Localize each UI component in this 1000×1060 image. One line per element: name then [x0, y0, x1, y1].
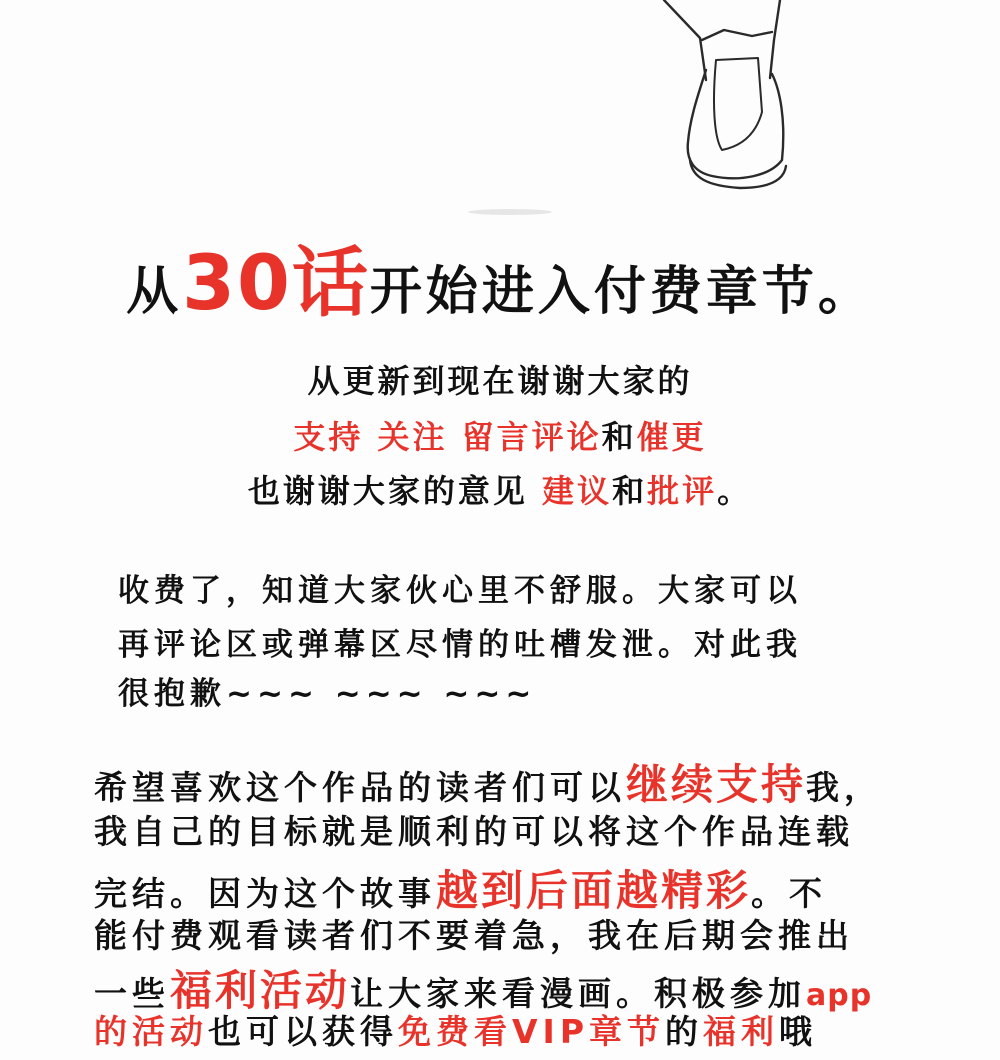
chapter-paywall-heading: [0, 222, 1000, 331]
heading-suffix: 开始进入付费章节。: [369, 262, 874, 322]
thanks-line-2-red-2: 催更: [636, 418, 707, 456]
hope-line-6-dark-1: 也可以获得: [208, 1012, 398, 1051]
hope-line-1: [94, 752, 1000, 812]
thanks-line-3-red-1: 建议: [542, 472, 613, 510]
thanks-line-3-red-2: 批评: [647, 472, 718, 510]
hope-line-4: 能付费观看读者们不要着急，我在后期会推出: [94, 916, 854, 955]
hope-line-3-dark-2: 。不: [751, 874, 828, 913]
hope-line-2: 我自己的目标就是顺利的可以将这个作品连载: [94, 812, 854, 851]
apology-line-2: 再评论区或弹幕区尽情的吐槽发泄。对此我: [118, 627, 802, 663]
hope-line-5-dark-1: 一些: [94, 974, 170, 1013]
thanks-line-3-dark-1: 也谢谢大家的意见: [247, 472, 543, 510]
hope-line-5-red-1: 福利活动: [170, 966, 351, 1015]
thanks-line-3-dark-2: 和: [612, 472, 648, 510]
thanks-line-1-text: 从更新到现在谢谢大家的: [307, 362, 693, 400]
hope-line-6-red-3: 福利: [703, 1012, 780, 1051]
hope-line-3-dark-1: 完结。因为这个故事: [94, 874, 436, 913]
hope-line-5-dark-2: 让大家来看漫画。积极参加: [350, 974, 807, 1013]
hope-line-3: [94, 858, 1000, 918]
apology-line-1: 收费了，知道大家伙心里不舒服。大家可以: [118, 573, 802, 609]
hope-line-6-red-1: 的活动: [94, 1012, 208, 1051]
heading-highlight: 30话: [182, 238, 370, 327]
hope-line-1-red-1: 继续支持: [626, 760, 807, 809]
heading-prefix: 从: [126, 262, 183, 322]
thanks-line-2-dark-1: 和: [601, 418, 637, 456]
hope-line-6-red-2: 免费看VIP章节: [398, 1012, 666, 1051]
hope-line-1-dark-2: 我，: [806, 768, 883, 807]
hope-line-3-red-1: 越到后面越精彩: [436, 866, 752, 915]
cartoon-boot-leg-icon: [0, 0, 1000, 230]
hope-line-6: [94, 1006, 1000, 1053]
thanks-line-1: [0, 356, 1000, 402]
hope-line-6-dark-3: 哦: [779, 1012, 818, 1051]
thanks-line-2: [0, 412, 1000, 458]
apology-line-3: 很抱歉~~~ ~~~ ~~~: [118, 676, 537, 712]
hope-line-6-dark-2: 的: [665, 1012, 704, 1051]
thanks-line-2-red-1: 支持 关注 留言评论: [293, 418, 602, 456]
hope-line-5-red-2: app: [806, 978, 873, 1013]
thanks-line-3: [0, 466, 1000, 512]
thanks-line-3-dark-3: 。: [717, 472, 753, 510]
hope-line-1-dark-1: 希望喜欢这个作品的读者们可以: [94, 768, 626, 807]
